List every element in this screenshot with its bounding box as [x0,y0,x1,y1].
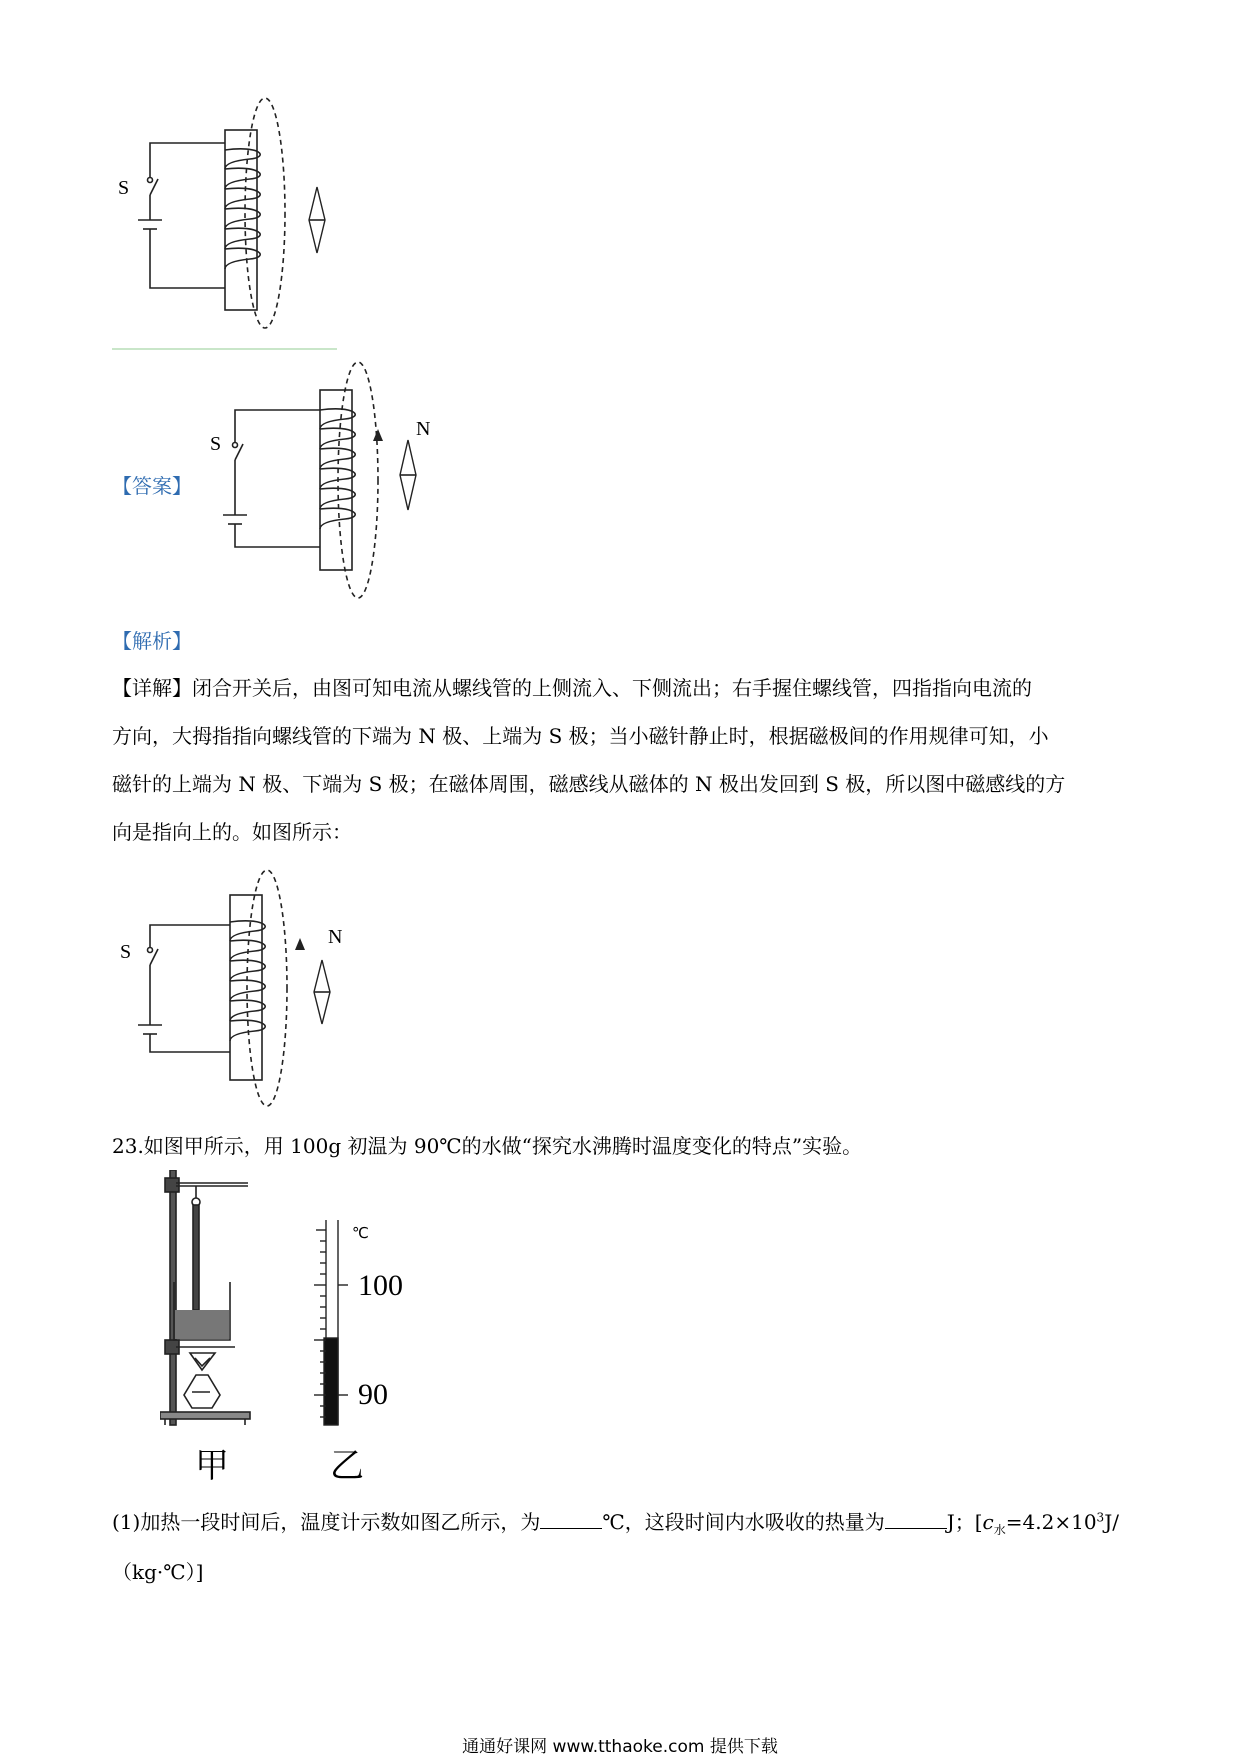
boiling-apparatus-figure [160,1170,260,1430]
question-23-part1 [112,1506,1119,1538]
figure-label-jia: 甲 [195,1446,229,1486]
exponent: 3 [1096,1510,1105,1525]
switch-label: S [210,433,222,455]
thermometer-100-label: 100 [358,1269,403,1302]
detail-line: 磁针的上端为 N 极、下端为 S 极；在磁体周围，磁感线从磁体的 N 极出发回到 S 极，所以图中磁感线的方 [112,772,1066,796]
part1-text-b: ℃，这段时间内水吸收的热量为 [602,1510,885,1534]
detail-line: 【详解】闭合开关后，由图可知电流从螺线管的上侧流入、下侧流出；右手握住螺线管，四指指向电流的 [112,676,1032,700]
specific-heat-symbol: c [982,1510,994,1534]
analysis-label: 【解析】 [112,629,192,653]
thermometer-unit: ℃ [352,1224,369,1242]
part1-text-e: J/ [1104,1510,1119,1534]
answer-blank-temperature[interactable] [540,1508,602,1529]
figure-label-yi: 乙 [330,1446,364,1486]
answer-label: 【答案】 [112,474,192,498]
solenoid-diagram-question [110,95,370,355]
specific-heat-subscript: 水 [993,1523,1006,1537]
north-label: N [416,418,431,440]
detail-line: 向是指向上的。如图所示： [112,820,352,844]
answer-blank-heat[interactable] [885,1508,947,1529]
part1-text-d: =4.2×10 [1005,1510,1097,1534]
solenoid-diagram-explanation [110,860,370,1120]
solenoid-diagram-answer [190,355,450,615]
switch-label: S [118,177,130,199]
page-footer: 通通好课网 www.tthaoke.com 提供下载 [462,1737,778,1757]
separator-line [112,348,337,350]
thermometer-figure [300,1220,420,1435]
north-label: N [328,926,343,948]
switch-label: S [120,941,132,963]
question-23-part1-unit: （kg·℃）] [112,1560,204,1584]
question-23-stem: 23.如图甲所示，用 100g 初温为 90℃的水做“探究水沸腾时温度变化的特点”实验。 [112,1134,863,1158]
analysis-detail [112,664,1127,856]
part1-text-c: J；[ [946,1510,983,1534]
thermometer-90-label: 90 [358,1378,388,1411]
part1-text-a: (1)加热一段时间后，温度计示数如图乙所示，为 [112,1510,541,1534]
detail-line: 方向，大拇指指向螺线管的下端为 N 极、上端为 S 极；当小磁针静止时，根据磁极间的作用规律可知，小 [112,724,1049,748]
